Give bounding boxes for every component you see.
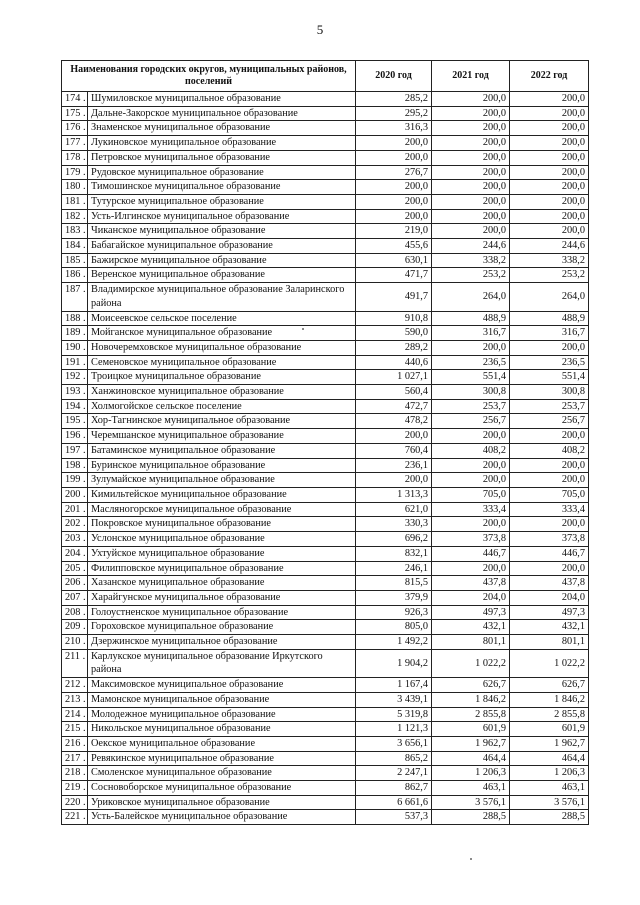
value-2022: 200,0 [510, 209, 589, 224]
value-2020: 537,3 [356, 810, 432, 825]
row-number: 186 . [62, 268, 88, 283]
row-number: 216 . [62, 736, 88, 751]
row-number: 185 . [62, 253, 88, 268]
row-name: Гороховское муниципальное образование [88, 620, 356, 635]
value-2021: 333,4 [432, 502, 510, 517]
row-name: Максимовское муниципальное образование [88, 678, 356, 693]
row-number: 175 . [62, 106, 88, 121]
value-2021: 200,0 [432, 561, 510, 576]
row-number: 211 . [62, 649, 88, 677]
table-row [62, 576, 589, 591]
table-row [62, 678, 589, 693]
value-2021: 253,7 [432, 399, 510, 414]
value-2022: 200,0 [510, 165, 589, 180]
row-number: 209 . [62, 620, 88, 635]
row-number: 183 . [62, 224, 88, 239]
table-row [62, 736, 589, 751]
value-2022: 432,1 [510, 620, 589, 635]
row-name: Знаменское муниципальное образование [88, 121, 356, 136]
value-2022: 437,8 [510, 576, 589, 591]
value-2022: 1 962,7 [510, 736, 589, 751]
row-name: Тимошинское муниципальное образование [88, 180, 356, 195]
row-number: 174 . [62, 92, 88, 107]
value-2022: 244,6 [510, 239, 589, 254]
row-number: 221 . [62, 810, 88, 825]
value-2022: 200,0 [510, 194, 589, 209]
value-2022: 200,0 [510, 473, 589, 488]
value-2022: 446,7 [510, 546, 589, 561]
value-2021: 3 576,1 [432, 795, 510, 810]
value-2022: 2 855,8 [510, 707, 589, 722]
value-2021: 244,6 [432, 239, 510, 254]
value-2021: 200,0 [432, 92, 510, 107]
row-name: Рудовское муниципальное образование [88, 165, 356, 180]
value-2020: 289,2 [356, 340, 432, 355]
table-row [62, 781, 589, 796]
table-header-row [62, 61, 589, 92]
row-name: Буринское муниципальное образование [88, 458, 356, 473]
value-2020: 200,0 [356, 194, 432, 209]
row-number: 187 . [62, 283, 88, 311]
table-row [62, 136, 589, 151]
table-row [62, 810, 589, 825]
row-number: 178 . [62, 150, 88, 165]
value-2022: 626,7 [510, 678, 589, 693]
value-2022: 200,0 [510, 136, 589, 151]
value-2020: 478,2 [356, 414, 432, 429]
value-2020: 590,0 [356, 326, 432, 341]
row-name: Покровское муниципальное образование [88, 517, 356, 532]
table-row [62, 517, 589, 532]
table-row [62, 121, 589, 136]
value-2020: 379,9 [356, 590, 432, 605]
row-name: Голоустненское муниципальное образование [88, 605, 356, 620]
row-name: Карлукское муниципальное образование Иркутского района [88, 649, 356, 677]
value-2020: 200,0 [356, 150, 432, 165]
value-2021: 338,2 [432, 253, 510, 268]
table-row [62, 239, 589, 254]
table-row [62, 150, 589, 165]
value-2021: 200,0 [432, 121, 510, 136]
value-2022: 333,4 [510, 502, 589, 517]
value-2022: 200,0 [510, 92, 589, 107]
value-2021: 316,7 [432, 326, 510, 341]
value-2020: 316,3 [356, 121, 432, 136]
row-number: 204 . [62, 546, 88, 561]
table-row [62, 561, 589, 576]
value-2022: 200,0 [510, 458, 589, 473]
value-2020: 246,1 [356, 561, 432, 576]
value-2020: 3 656,1 [356, 736, 432, 751]
value-2020: 285,2 [356, 92, 432, 107]
row-number: 217 . [62, 751, 88, 766]
table-row [62, 224, 589, 239]
header-2020: 2020 год [356, 61, 432, 92]
row-name: Услонское муниципальное образование [88, 532, 356, 547]
row-name: Ревякинское муниципальное образование [88, 751, 356, 766]
row-number: 198 . [62, 458, 88, 473]
value-2021: 464,4 [432, 751, 510, 766]
value-2021: 601,9 [432, 722, 510, 737]
budget-table [61, 60, 589, 825]
value-2022: 236,5 [510, 355, 589, 370]
row-number: 207 . [62, 590, 88, 605]
value-2020: 1 121,3 [356, 722, 432, 737]
row-name: Хазанское муниципальное образование [88, 576, 356, 591]
value-2021: 300,8 [432, 385, 510, 400]
value-2021: 200,0 [432, 165, 510, 180]
value-2021: 236,5 [432, 355, 510, 370]
value-2020: 926,3 [356, 605, 432, 620]
row-number: 202 . [62, 517, 88, 532]
value-2021: 200,0 [432, 106, 510, 121]
row-name: Лукиновское муниципальное образование [88, 136, 356, 151]
value-2022: 3 576,1 [510, 795, 589, 810]
value-2021: 801,1 [432, 635, 510, 650]
row-number: 213 . [62, 692, 88, 707]
table-row [62, 209, 589, 224]
value-2020: 1 313,3 [356, 487, 432, 502]
value-2021: 264,0 [432, 283, 510, 311]
header-2022: 2022 год [510, 61, 589, 92]
row-number: 191 . [62, 355, 88, 370]
value-2020: 560,4 [356, 385, 432, 400]
row-name: Сосновоборское муниципальное образование [88, 781, 356, 796]
table-row [62, 180, 589, 195]
value-2022: 601,9 [510, 722, 589, 737]
table-row [62, 194, 589, 209]
scan-speck [302, 328, 304, 330]
value-2022: 200,0 [510, 180, 589, 195]
row-number: 188 . [62, 311, 88, 326]
value-2022: 200,0 [510, 561, 589, 576]
value-2022: 551,4 [510, 370, 589, 385]
row-number: 205 . [62, 561, 88, 576]
value-2020: 276,7 [356, 165, 432, 180]
value-2021: 446,7 [432, 546, 510, 561]
table-row [62, 340, 589, 355]
value-2020: 862,7 [356, 781, 432, 796]
table-row [62, 620, 589, 635]
value-2021: 497,3 [432, 605, 510, 620]
row-name: Усть-Илгинское муниципальное образование [88, 209, 356, 224]
row-name: Троицкое муниципальное образование [88, 370, 356, 385]
table-row [62, 546, 589, 561]
row-number: 176 . [62, 121, 88, 136]
row-number: 208 . [62, 605, 88, 620]
value-2022: 497,3 [510, 605, 589, 620]
table-row [62, 399, 589, 414]
value-2021: 200,0 [432, 194, 510, 209]
value-2022: 464,4 [510, 751, 589, 766]
value-2020: 455,6 [356, 239, 432, 254]
row-name: Кимильтейское муниципальное образование [88, 487, 356, 502]
value-2021: 437,8 [432, 576, 510, 591]
table-row [62, 106, 589, 121]
value-2020: 760,4 [356, 443, 432, 458]
value-2022: 463,1 [510, 781, 589, 796]
table-row [62, 487, 589, 502]
row-name: Филипповское муниципальное образование [88, 561, 356, 576]
row-number: 219 . [62, 781, 88, 796]
row-number: 177 . [62, 136, 88, 151]
value-2022: 200,0 [510, 121, 589, 136]
table-row [62, 458, 589, 473]
value-2022: 488,9 [510, 311, 589, 326]
value-2021: 288,5 [432, 810, 510, 825]
value-2022: 200,0 [510, 340, 589, 355]
value-2021: 200,0 [432, 458, 510, 473]
table-row [62, 414, 589, 429]
value-2020: 1 492,2 [356, 635, 432, 650]
row-name: Петровское муниципальное образование [88, 150, 356, 165]
row-name: Харайгунское муниципальное образование [88, 590, 356, 605]
table-row [62, 605, 589, 620]
value-2022: 316,7 [510, 326, 589, 341]
value-2020: 295,2 [356, 106, 432, 121]
row-name: Уриковское муниципальное образование [88, 795, 356, 810]
row-number: 189 . [62, 326, 88, 341]
value-2022: 200,0 [510, 150, 589, 165]
value-2020: 832,1 [356, 546, 432, 561]
row-number: 220 . [62, 795, 88, 810]
value-2021: 200,0 [432, 517, 510, 532]
row-number: 215 . [62, 722, 88, 737]
row-name: Мамонское муниципальное образование [88, 692, 356, 707]
value-2022: 204,0 [510, 590, 589, 605]
value-2021: 200,0 [432, 340, 510, 355]
table-row [62, 795, 589, 810]
value-2022: 264,0 [510, 283, 589, 311]
row-number: 195 . [62, 414, 88, 429]
value-2021: 200,0 [432, 150, 510, 165]
value-2020: 805,0 [356, 620, 432, 635]
row-number: 184 . [62, 239, 88, 254]
value-2021: 1 962,7 [432, 736, 510, 751]
row-number: 193 . [62, 385, 88, 400]
value-2020: 910,8 [356, 311, 432, 326]
table-row [62, 268, 589, 283]
value-2020: 3 439,1 [356, 692, 432, 707]
table-row [62, 355, 589, 370]
value-2022: 373,8 [510, 532, 589, 547]
row-name: Зулумайское муниципальное образование [88, 473, 356, 488]
value-2021: 408,2 [432, 443, 510, 458]
row-number: 200 . [62, 487, 88, 502]
value-2021: 1 206,3 [432, 766, 510, 781]
row-number: 212 . [62, 678, 88, 693]
value-2020: 219,0 [356, 224, 432, 239]
row-name: Батаминское муниципальное образование [88, 443, 356, 458]
header-2021: 2021 год [432, 61, 510, 92]
table-row [62, 692, 589, 707]
value-2022: 200,0 [510, 517, 589, 532]
table-row [62, 253, 589, 268]
row-number: 199 . [62, 473, 88, 488]
row-name: Масляногорское муниципальное образование [88, 502, 356, 517]
row-name: Дальне-Закорское муниципальное образование [88, 106, 356, 121]
value-2020: 200,0 [356, 180, 432, 195]
value-2021: 200,0 [432, 473, 510, 488]
table-row [62, 590, 589, 605]
value-2020: 200,0 [356, 429, 432, 444]
value-2021: 1 022,2 [432, 649, 510, 677]
table-row [62, 707, 589, 722]
value-2020: 815,5 [356, 576, 432, 591]
table-row [62, 385, 589, 400]
value-2022: 1 846,2 [510, 692, 589, 707]
table-row [62, 751, 589, 766]
table-body [62, 92, 589, 825]
value-2021: 488,9 [432, 311, 510, 326]
row-number: 201 . [62, 502, 88, 517]
value-2020: 200,0 [356, 136, 432, 151]
table-row [62, 165, 589, 180]
value-2022: 1 022,2 [510, 649, 589, 677]
value-2021: 705,0 [432, 487, 510, 502]
row-name: Черемшанское муниципальное образование [88, 429, 356, 444]
scan-speck [470, 858, 472, 860]
table-row [62, 532, 589, 547]
row-name: Семеновское муниципальное образование [88, 355, 356, 370]
value-2021: 463,1 [432, 781, 510, 796]
table-row [62, 649, 589, 677]
value-2022: 1 206,3 [510, 766, 589, 781]
value-2022: 801,1 [510, 635, 589, 650]
value-2020: 621,0 [356, 502, 432, 517]
value-2020: 491,7 [356, 283, 432, 311]
value-2021: 200,0 [432, 180, 510, 195]
row-number: 182 . [62, 209, 88, 224]
row-number: 190 . [62, 340, 88, 355]
row-name: Молодежное муниципальное образование [88, 707, 356, 722]
row-name: Моисеевское сельское поселение [88, 311, 356, 326]
row-name: Хор-Тагнинское муниципальное образование [88, 414, 356, 429]
value-2021: 626,7 [432, 678, 510, 693]
value-2022: 705,0 [510, 487, 589, 502]
row-name: Шумиловское муниципальное образование [88, 92, 356, 107]
value-2022: 338,2 [510, 253, 589, 268]
row-name: Ханжиновское муниципальное образование [88, 385, 356, 400]
row-name: Бажирское муниципальное образование [88, 253, 356, 268]
value-2022: 253,7 [510, 399, 589, 414]
row-name: Усть-Балейское муниципальное образование [88, 810, 356, 825]
header-name: Наименования городских округов, муниципальных районов, поселений [62, 61, 356, 92]
row-number: 214 . [62, 707, 88, 722]
value-2020: 865,2 [356, 751, 432, 766]
row-name: Дзержинское муниципальное образование [88, 635, 356, 650]
value-2021: 2 855,8 [432, 707, 510, 722]
value-2021: 200,0 [432, 209, 510, 224]
value-2021: 253,2 [432, 268, 510, 283]
row-number: 203 . [62, 532, 88, 547]
value-2020: 1 027,1 [356, 370, 432, 385]
value-2020: 696,2 [356, 532, 432, 547]
value-2022: 200,0 [510, 429, 589, 444]
table-row [62, 311, 589, 326]
value-2020: 440,6 [356, 355, 432, 370]
value-2020: 200,0 [356, 473, 432, 488]
row-number: 194 . [62, 399, 88, 414]
value-2020: 1 167,4 [356, 678, 432, 693]
table-row [62, 283, 589, 311]
table-row [62, 722, 589, 737]
value-2021: 256,7 [432, 414, 510, 429]
row-number: 196 . [62, 429, 88, 444]
value-2022: 200,0 [510, 106, 589, 121]
row-name: Владимирское муниципальное образование Заларинского района [88, 283, 356, 311]
value-2021: 1 846,2 [432, 692, 510, 707]
row-number: 179 . [62, 165, 88, 180]
value-2021: 551,4 [432, 370, 510, 385]
value-2022: 256,7 [510, 414, 589, 429]
value-2022: 288,5 [510, 810, 589, 825]
value-2020: 330,3 [356, 517, 432, 532]
row-name: Оекское муниципальное образование [88, 736, 356, 751]
table-row [62, 766, 589, 781]
row-name: Холмогойское сельское поселение [88, 399, 356, 414]
row-number: 180 . [62, 180, 88, 195]
value-2021: 204,0 [432, 590, 510, 605]
table-row [62, 429, 589, 444]
value-2020: 1 904,2 [356, 649, 432, 677]
row-number: 192 . [62, 370, 88, 385]
row-name: Никольское муниципальное образование [88, 722, 356, 737]
value-2021: 200,0 [432, 224, 510, 239]
value-2020: 6 661,6 [356, 795, 432, 810]
row-number: 218 . [62, 766, 88, 781]
value-2020: 472,7 [356, 399, 432, 414]
value-2022: 408,2 [510, 443, 589, 458]
row-name: Тутурское муниципальное образование [88, 194, 356, 209]
value-2021: 200,0 [432, 136, 510, 151]
row-number: 197 . [62, 443, 88, 458]
row-name: Ухтуйское муниципальное образование [88, 546, 356, 561]
row-name: Смоленское муниципальное образование [88, 766, 356, 781]
table-row [62, 502, 589, 517]
table-row [62, 370, 589, 385]
row-name: Бабагайское муниципальное образование [88, 239, 356, 254]
value-2020: 630,1 [356, 253, 432, 268]
value-2022: 253,2 [510, 268, 589, 283]
table-row [62, 635, 589, 650]
row-name: Новочеремховское муниципальное образование [88, 340, 356, 355]
row-name: Веренское муниципальное образование [88, 268, 356, 283]
value-2020: 5 319,8 [356, 707, 432, 722]
value-2020: 2 247,1 [356, 766, 432, 781]
row-number: 181 . [62, 194, 88, 209]
value-2020: 236,1 [356, 458, 432, 473]
row-name: Мойганское муниципальное образование [88, 326, 356, 341]
table-row [62, 92, 589, 107]
value-2020: 200,0 [356, 209, 432, 224]
value-2022: 300,8 [510, 385, 589, 400]
value-2021: 200,0 [432, 429, 510, 444]
row-number: 210 . [62, 635, 88, 650]
value-2021: 373,8 [432, 532, 510, 547]
value-2021: 432,1 [432, 620, 510, 635]
row-name: Чиканское муниципальное образование [88, 224, 356, 239]
table-row [62, 473, 589, 488]
row-number: 206 . [62, 576, 88, 591]
value-2020: 471,7 [356, 268, 432, 283]
table-row [62, 443, 589, 458]
table-row [62, 326, 589, 341]
value-2022: 200,0 [510, 224, 589, 239]
page-number: 5 [316, 22, 324, 37]
